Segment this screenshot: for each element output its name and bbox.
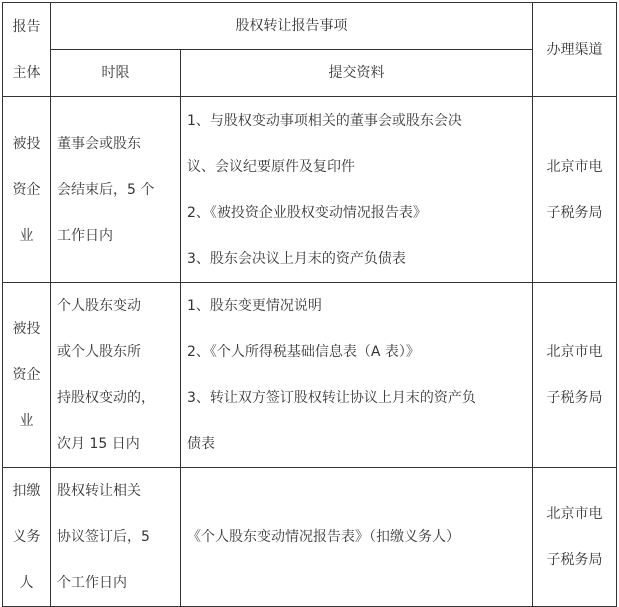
subject-line: 资企 (12, 181, 41, 198)
material-line: 3、转让双方签订股权转让协议上月末的资产负 (187, 390, 476, 406)
material-line: 债表 (187, 436, 215, 452)
subject-line: 被投 (12, 321, 41, 337)
material-line: 《个人股东变动情况报告表》（扣缴义务人） (187, 529, 460, 545)
time-limit-line: 个工作日内 (57, 575, 127, 591)
channel-line: 北京市电 (546, 344, 603, 360)
header-reporter (3, 3, 51, 97)
time-limit-line: 次月 15 日内 (57, 436, 140, 452)
time-limit-cell (51, 468, 181, 607)
header-reporter-line-1: 报告 (12, 18, 41, 35)
table-row (3, 468, 617, 607)
channel-line: 北京市电 (546, 506, 603, 522)
material-line: 2、《被投资企业股权变动情况报告表》 (187, 204, 427, 221)
time-limit-cell (51, 97, 181, 283)
subject-line: 人 (19, 575, 34, 591)
time-limit-line: 董事会或股东 (57, 135, 141, 152)
subject-cell (3, 97, 51, 283)
time-limit-line: 或个人股东所 (57, 344, 141, 360)
time-limit-line: 协议签订后，5 (57, 529, 150, 545)
channel-cell (533, 468, 617, 607)
material-line: 1、与股权变动事项相关的董事会或股东会决 (187, 112, 462, 129)
time-limit-line: 个人股东变动 (57, 298, 141, 314)
header-matters: 股权转让报告事项 (51, 3, 533, 50)
header-channel: 办理渠道 (533, 3, 617, 97)
materials-cell (181, 97, 533, 283)
channel-line: 子税务局 (546, 552, 603, 568)
table-row (3, 97, 617, 283)
material-line: 1、股东变更情况说明 (187, 298, 322, 314)
material-line: 议、会议纪要原件及复印件 (187, 158, 355, 175)
subject-line: 被投 (12, 135, 41, 152)
header-time-limit: 时限 (51, 50, 181, 97)
subject-line: 资企 (12, 367, 41, 383)
time-limit-line: 会结束后，5 个 (57, 181, 155, 198)
materials-cell (181, 468, 533, 607)
time-limit-line: 持股权变动的， (57, 390, 155, 406)
time-limit-line: 工作日内 (57, 227, 113, 244)
subject-cell (3, 468, 51, 607)
subject-line: 义务 (12, 529, 41, 545)
subject-line: 扣缴 (12, 483, 41, 499)
subject-line: 业 (19, 413, 34, 429)
channel-line: 北京市电 (546, 158, 603, 175)
materials-cell (181, 283, 533, 468)
header-reporter-line-2: 主体 (12, 64, 41, 81)
channel-line: 子税务局 (546, 204, 603, 221)
subject-line: 业 (19, 227, 34, 244)
channel-cell (533, 97, 617, 283)
channel-cell (533, 283, 617, 468)
material-line: 3、股东会决议上月末的资产负债表 (187, 250, 406, 267)
channel-line: 子税务局 (546, 390, 603, 406)
time-limit-line: 股权转让相关 (57, 483, 141, 499)
header-materials: 提交资料 (181, 50, 533, 97)
header-row-2 (3, 50, 617, 97)
material-line: 2、《个人所得税基础信息表（A 表）》 (187, 344, 420, 360)
subject-cell (3, 283, 51, 468)
header-row-1 (3, 3, 617, 50)
equity-transfer-report-table (2, 2, 617, 607)
table-row (3, 283, 617, 468)
time-limit-cell (51, 283, 181, 468)
